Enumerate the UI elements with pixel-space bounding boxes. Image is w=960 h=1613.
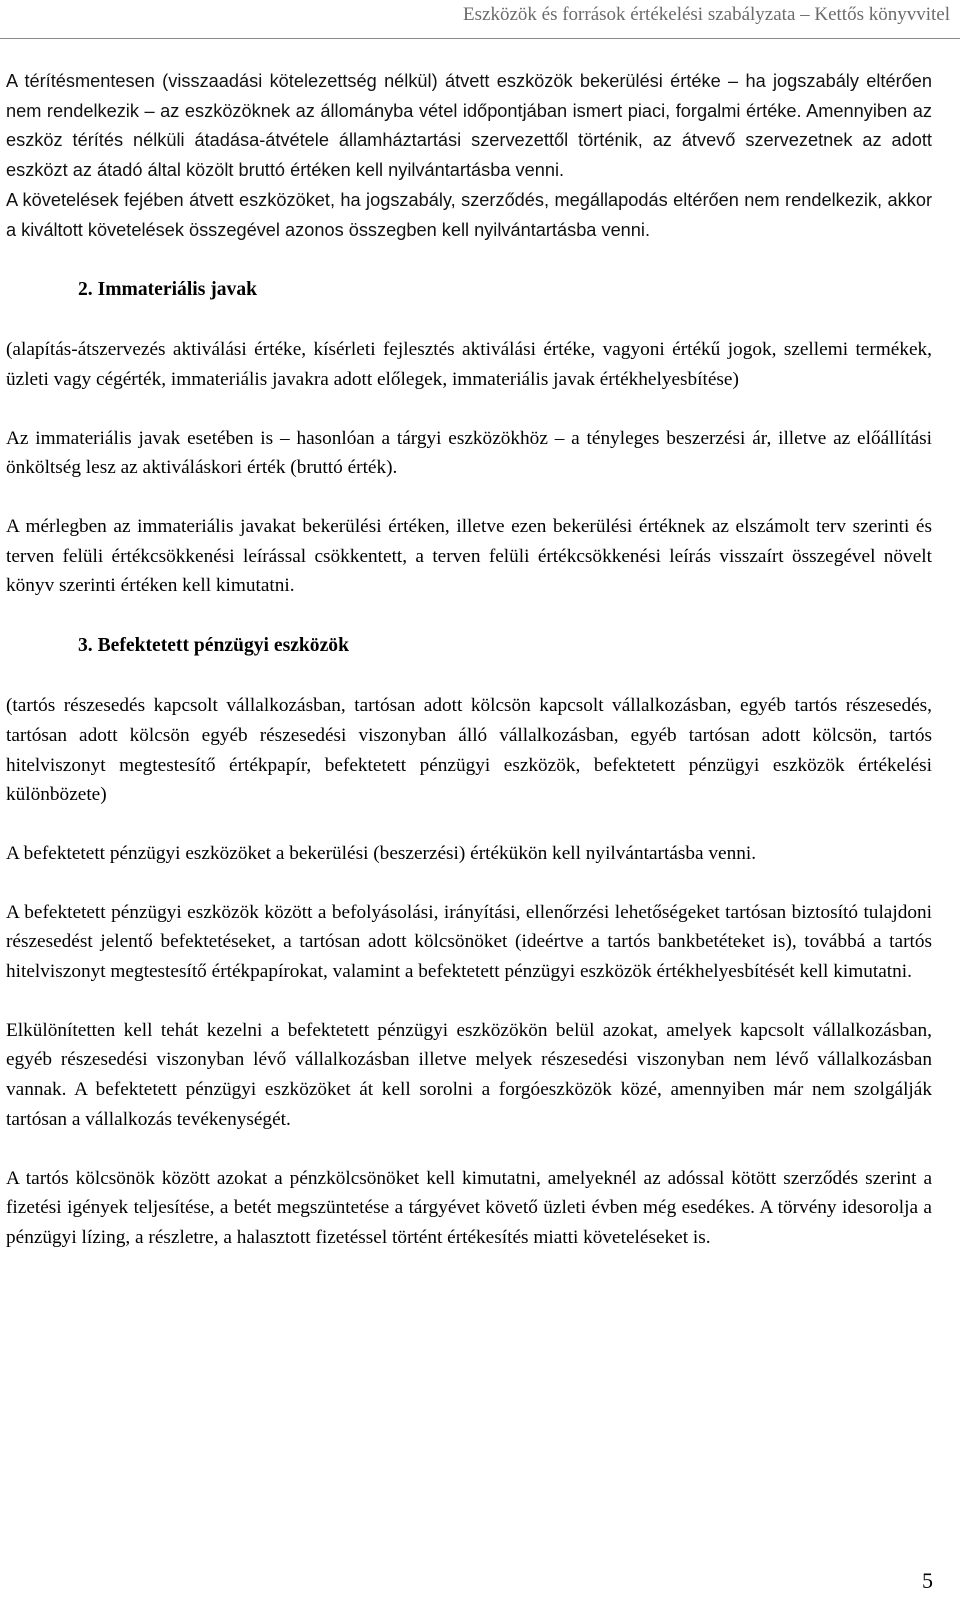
header-divider [0,38,960,39]
running-header: Eszközök és források értékelési szabályzata – Kettős könyvvitel [463,4,950,25]
paragraph-receivables-assets: A követelések fejében átvett eszközöket, ha jogszabály, szerződés, megállapodás eltérően nem rendelkezik, akkor a kiváltott követelések összegével azonos összegben kell nyilvántartásba venni. [6,189,932,240]
paragraph-free-assets: A térítésmentesen (visszaadási kötelezettség nélkül) átvett eszközök bekerülési értéke – ha jogszabály eltérően nem rendelkezik – az eszközöknek az állományba vétel időpontjában ismert piaci, forgalmi értéke. Amennyiben az eszköz térítés nélküli átadása-átvétele államháztartási szervezettől történik, az átvevő szervezetnek az adott eszközt az átadó által közölt bruttó értéken kell nyilvántartásba venni. [6,71,932,181]
section-heading-financial-assets: 3. Befektetett pénzügyi eszközök [78,635,349,657]
paragraph-long-term-loans: A tartós kölcsönök között azokat a pénzkölcsönöket kell kimutatni, amelyeknél az adóssal kötött szerződés szerint a fizetési igények teljesítése, a betét megszüntetése a tárgyévet követő üzleti évben még esedékes. A törvény idesorolja a pénzügyi lízing, a részletre, a halasztott fizetéssel történt értékesítés miatti követeléseket is. [6,1167,932,1248]
section-heading-intangibles: 2. Immateriális javak [78,279,258,301]
paragraph-financial-list: (tartós részesedés kapcsolt vállalkozásban, tartósan adott kölcsön kapcsolt vállalkozásban, egyéb tartós részesedés, tartósan adott kölcsön egyéb részesedési viszonyban álló vállalkozásban, egyéb tartósan adott kölcsön, tartós hitelviszonyt megtestesítő értékpapír, befektetett pénzügyi eszközök, befektetett pénzügyi eszközök értékelési különbözete) [6,695,932,806]
page-body [6,67,932,1253]
paragraph-financial-contents: A befektetett pénzügyi eszközök között a befolyásolási, irányítási, ellenőrzési lehetőségeket tartósan biztosító tulajdoni részesedést jelentő befektetéseket, a tartósan adott kölcsönöket (ideértve a tartós bankbetéteket is), továbbá a tartós hitelviszonyt megtestesítő értékpapírokat, valamint a befektetett pénzügyi eszközök értékhelyesbítését kell kimutatni. [6,901,932,983]
page-number: 5 [922,1568,933,1593]
paragraph-intangibles-cost: Az immateriális javak esetében is – hasonlóan a tárgyi eszközökhöz – a tényleges beszerzési ár, illetve az előállítási önköltség lesz az aktiváláskori érték (bruttó érték). [6,427,932,479]
paragraph-intangibles-list: (alapítás-átszervezés aktiválási értéke, kísérleti fejlesztés aktiválási értéke, vagyoni értékű jogok, szellemi termékek, üzleti vagy cégérték, immateriális javakra adott előlegek, immateriális javak értékhelyesbítése) [6,339,932,390]
paragraph-financial-registration: A befektetett pénzügyi eszközöket a bekerülési (beszerzési) értékükön kell nyilvántartásba venni. [6,842,757,864]
paragraph-intangibles-balance: A mérlegben az immateriális javakat bekerülési értéken, illetve ezen bekerülési értéknek az elszámolt terv szerinti és terven felüli értékcsökkenési leírással csökkentett, a terven felüli értékcsökkenési leírás visszaírt összegével növelt könyv szerinti értéken kell kimutatni. [6,516,932,597]
paragraph-financial-separation: Elkülönítetten kell tehát kezelni a befektetett pénzügyi eszközökön belül azokat, amelyek kapcsolt vállalkozásban, egyéb részesedési viszonyban lévő vállalkozásban illetve melyek részesedési viszonyban nem lévő vállalkozásban vannak. A befektetett pénzügyi eszközöket át kell sorolni a forgóeszközök közé, amennyiben már nem szolgálják tartósan a vállalkozás tevékenységét. [6,1019,932,1130]
